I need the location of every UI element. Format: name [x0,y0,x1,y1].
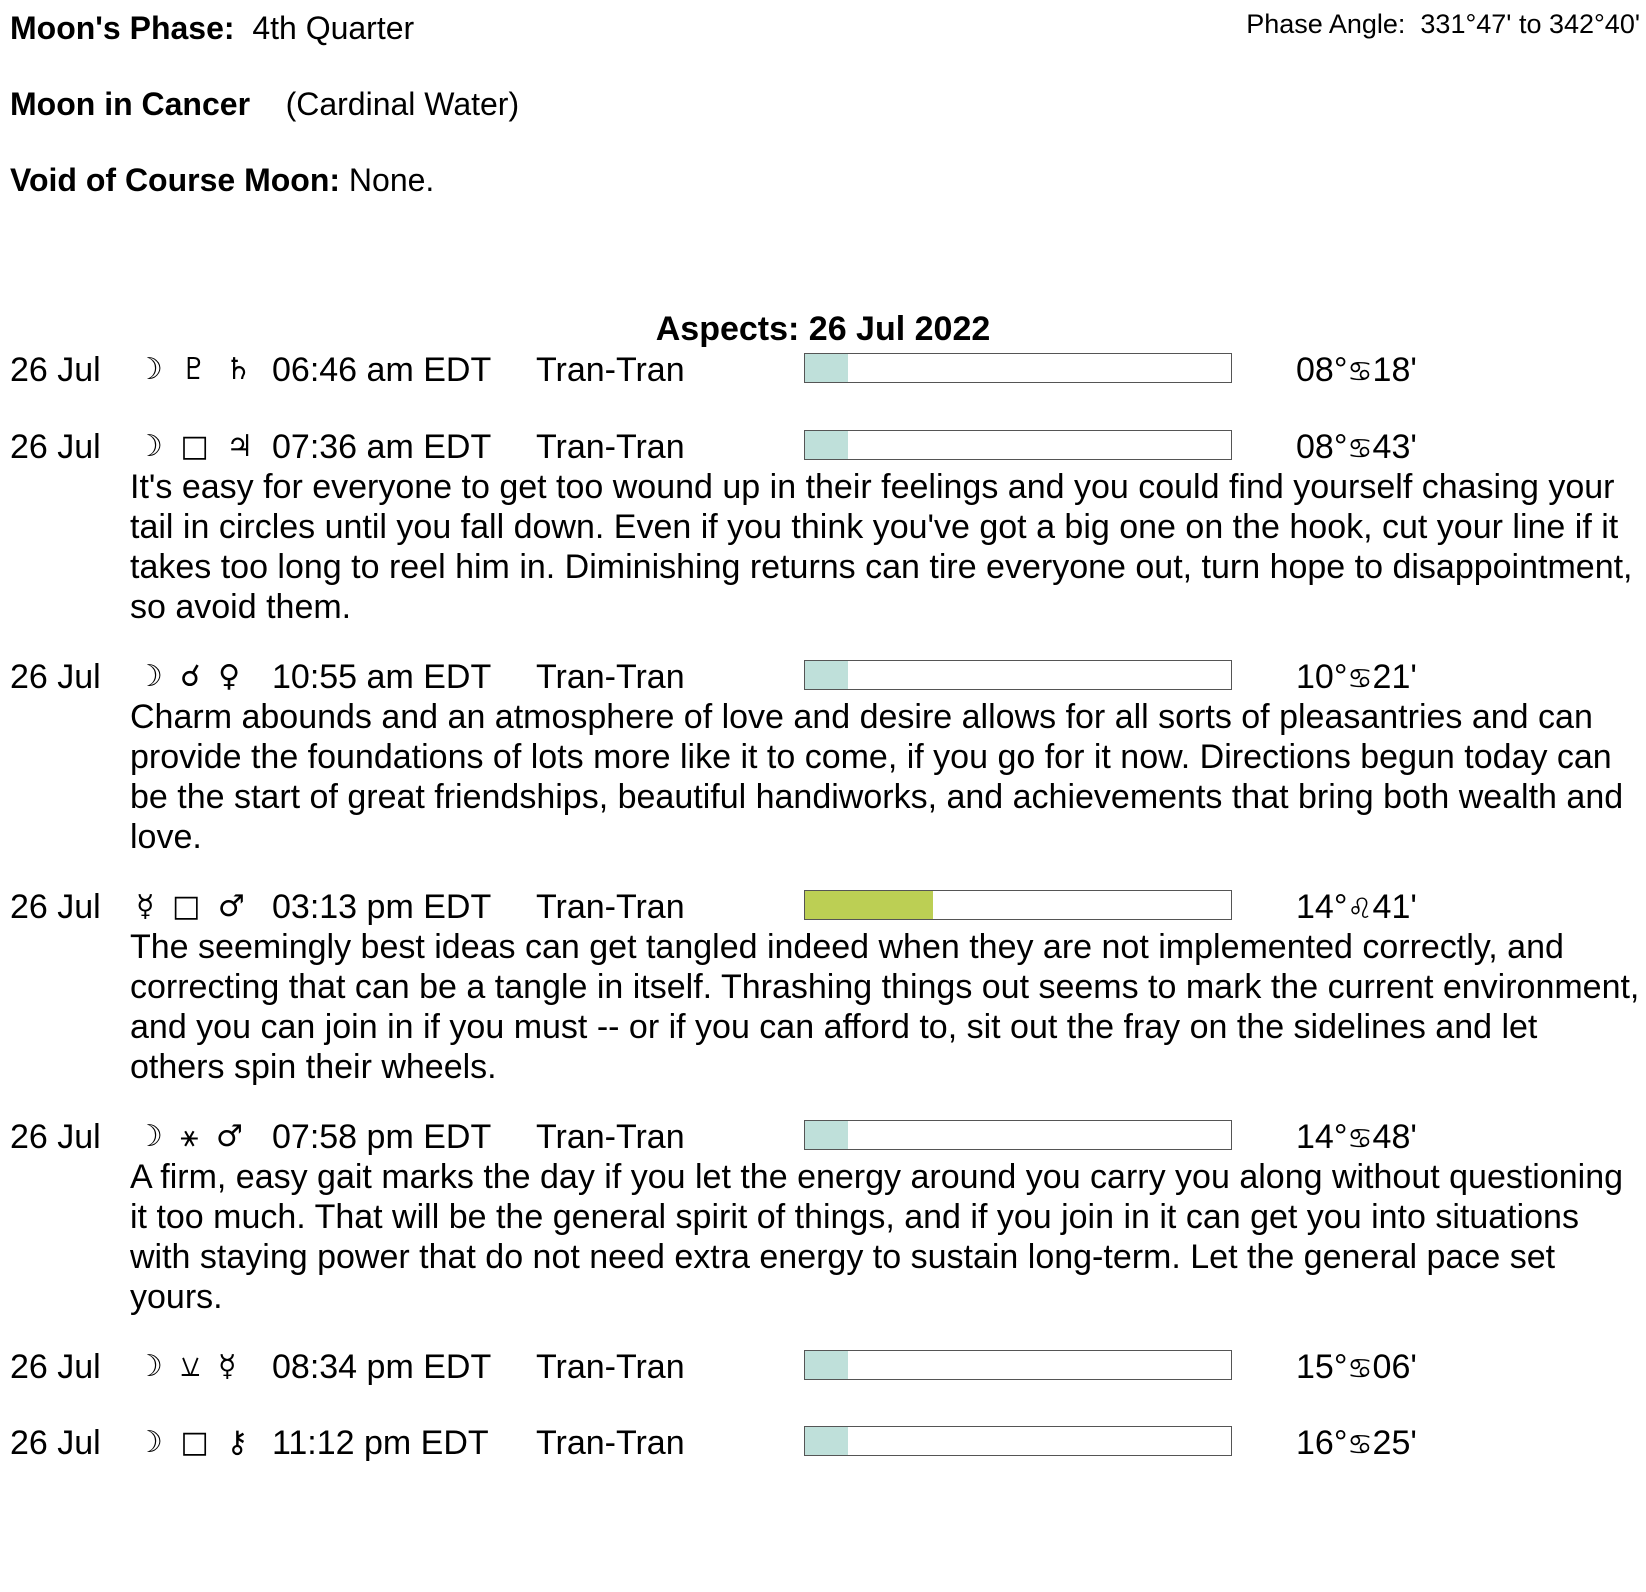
zodiac-sign-icon: ♋ [1347,1122,1373,1155]
zodiac-sign-icon: ♋ [1347,1352,1373,1385]
aspect-glyphs: ☿ □ ♂ [136,889,249,924]
strength-bar-fill [805,1351,848,1379]
moon-phase-line [10,8,414,48]
strength-bar [804,1350,1232,1380]
strength-bar [804,660,1232,690]
aspect-date: 26 Jul [10,888,101,926]
aspect-date: 26 Jul [10,428,101,466]
position-minutes: 25' [1372,1424,1417,1462]
zodiac-sign-icon: ♌ [1347,892,1373,925]
aspect-position [1296,657,1417,699]
aspect-entry [0,427,1646,627]
aspect-entry [0,1117,1646,1317]
strength-bar-fill [805,891,933,919]
aspect-position [1296,1423,1417,1465]
aspect-time: 06:46 am EDT [272,351,492,389]
aspect-entry [0,657,1646,857]
aspect-time: 03:13 pm EDT [272,888,492,926]
strength-bar [804,353,1232,383]
aspect-date: 26 Jul [10,658,101,696]
strength-bar-fill [805,661,848,689]
aspect-description: It's easy for everyone to get too wound up in their feelings and you could find yourself chasing your tail in circles until you fall down. Even if you think you've got a big one on the hook, cut your line if it takes too long to reel him in. Diminishing returns can tire everyone out, turn hope to disappointment, so avoid them. [130,468,1633,626]
aspect-time: 07:36 am EDT [272,428,492,466]
phase-angle [1246,6,1640,42]
void-of-course-value: None. [348,162,435,198]
zodiac-sign-icon: ♋ [1347,1428,1373,1461]
aspect-glyphs: ☽ ⚺ ☿ [136,1349,241,1384]
aspect-kind: Tran-Tran [536,658,685,696]
position-degrees: 14° [1296,888,1348,926]
position-minutes: 21' [1372,658,1417,696]
position-degrees: 16° [1296,1424,1348,1462]
aspect-time: 07:58 pm EDT [272,1118,492,1156]
aspect-glyphs: ☽ ⚹ ♂ [136,1119,247,1154]
aspect-date: 26 Jul [10,1348,101,1386]
aspect-time: 11:12 pm EDT [272,1424,489,1462]
position-minutes: 06' [1372,1348,1417,1386]
void-of-course-label: Void of Course Moon: [10,162,341,198]
aspect-entry [0,887,1646,1087]
aspect-glyphs: ☽ □ ⚷ [136,1425,253,1460]
aspect-position [1296,427,1417,469]
moon-sign-element: (Cardinal Water) [285,86,520,122]
strength-bar [804,1426,1232,1456]
aspect-description: A firm, easy gait marks the day if you let the energy around you carry you along without questioning it too much. That will be the general spirit of things, and if you join in it can get you into situations with staying power that do not need extra energy to sustain long-term. Let the general pace set yours. [130,1158,1624,1316]
aspect-description: Charm abounds and an atmosphere of love and desire allows for all sorts of pleasantries and can provide the foundations of lots more like it to come, if you go for it now. Directions begun today can be the start of great friendships, beautiful handiworks, and achievements that bring both wealth and love. [130,698,1624,856]
moon-sign-label: Moon in Cancer [10,86,251,122]
aspect-kind: Tran-Tran [536,1118,685,1156]
aspect-time: 08:34 pm EDT [272,1348,492,1386]
aspect-kind: Tran-Tran [536,428,685,466]
aspect-date: 26 Jul [10,1118,101,1156]
aspect-kind: Tran-Tran [536,888,685,926]
strength-bar-fill [805,1121,848,1149]
strength-bar-fill [805,1427,848,1455]
position-minutes: 41' [1372,888,1417,926]
zodiac-sign-icon: ♋ [1347,432,1373,465]
aspect-date: 26 Jul [10,351,101,389]
strength-bar [804,890,1232,920]
aspects-title: Aspects: 26 Jul 2022 [655,310,991,348]
zodiac-sign-icon: ♋ [1347,662,1373,695]
aspect-glyphs: ☽ ☌ ♀ [136,659,245,694]
position-minutes: 18' [1372,351,1417,389]
aspect-position [1296,350,1417,392]
moon-sign-line [10,84,519,124]
aspect-position [1296,1117,1417,1159]
aspect-date: 26 Jul [10,1424,101,1462]
moon-phase-value: 4th Quarter [252,10,415,46]
position-degrees: 14° [1296,1118,1348,1156]
position-degrees: 10° [1296,658,1348,696]
aspect-entry [0,350,1646,390]
moon-phase-label: Moon's Phase: [10,10,235,46]
void-of-course-line [10,160,434,200]
aspect-entry [0,1347,1646,1387]
position-degrees: 15° [1296,1348,1348,1386]
strength-bar [804,1120,1232,1150]
aspect-description: The seemingly best ideas can get tangled indeed when they are not implemented correctly, and correcting that can be a tangle in itself. Thrashing things out seems to mark the current environment, and you can join in if you must -- or if you can afford to, sit out the fray on the sidelines and let others spin their wheels. [130,928,1640,1086]
position-minutes: 43' [1372,428,1417,466]
aspect-entry [0,1423,1646,1463]
phase-angle-label: Phase Angle: [1246,9,1406,39]
aspect-kind: Tran-Tran [536,351,685,389]
aspect-kind: Tran-Tran [536,1348,685,1386]
strength-bar-fill [805,431,848,459]
position-minutes: 48' [1372,1118,1417,1156]
aspect-time: 10:55 am EDT [272,658,492,696]
strength-bar [804,430,1232,460]
aspect-position [1296,887,1417,929]
strength-bar-fill [805,354,848,382]
phase-angle-value: 331°47' to 342°40' [1420,9,1640,39]
aspect-glyphs: ☽ ♇ ♄ [136,352,256,387]
aspect-glyphs: ☽ □ ♃ [136,429,258,464]
position-degrees: 08° [1296,428,1348,466]
aspect-position [1296,1347,1417,1389]
aspect-kind: Tran-Tran [536,1424,685,1462]
zodiac-sign-icon: ♋ [1347,355,1373,388]
position-degrees: 08° [1296,351,1348,389]
